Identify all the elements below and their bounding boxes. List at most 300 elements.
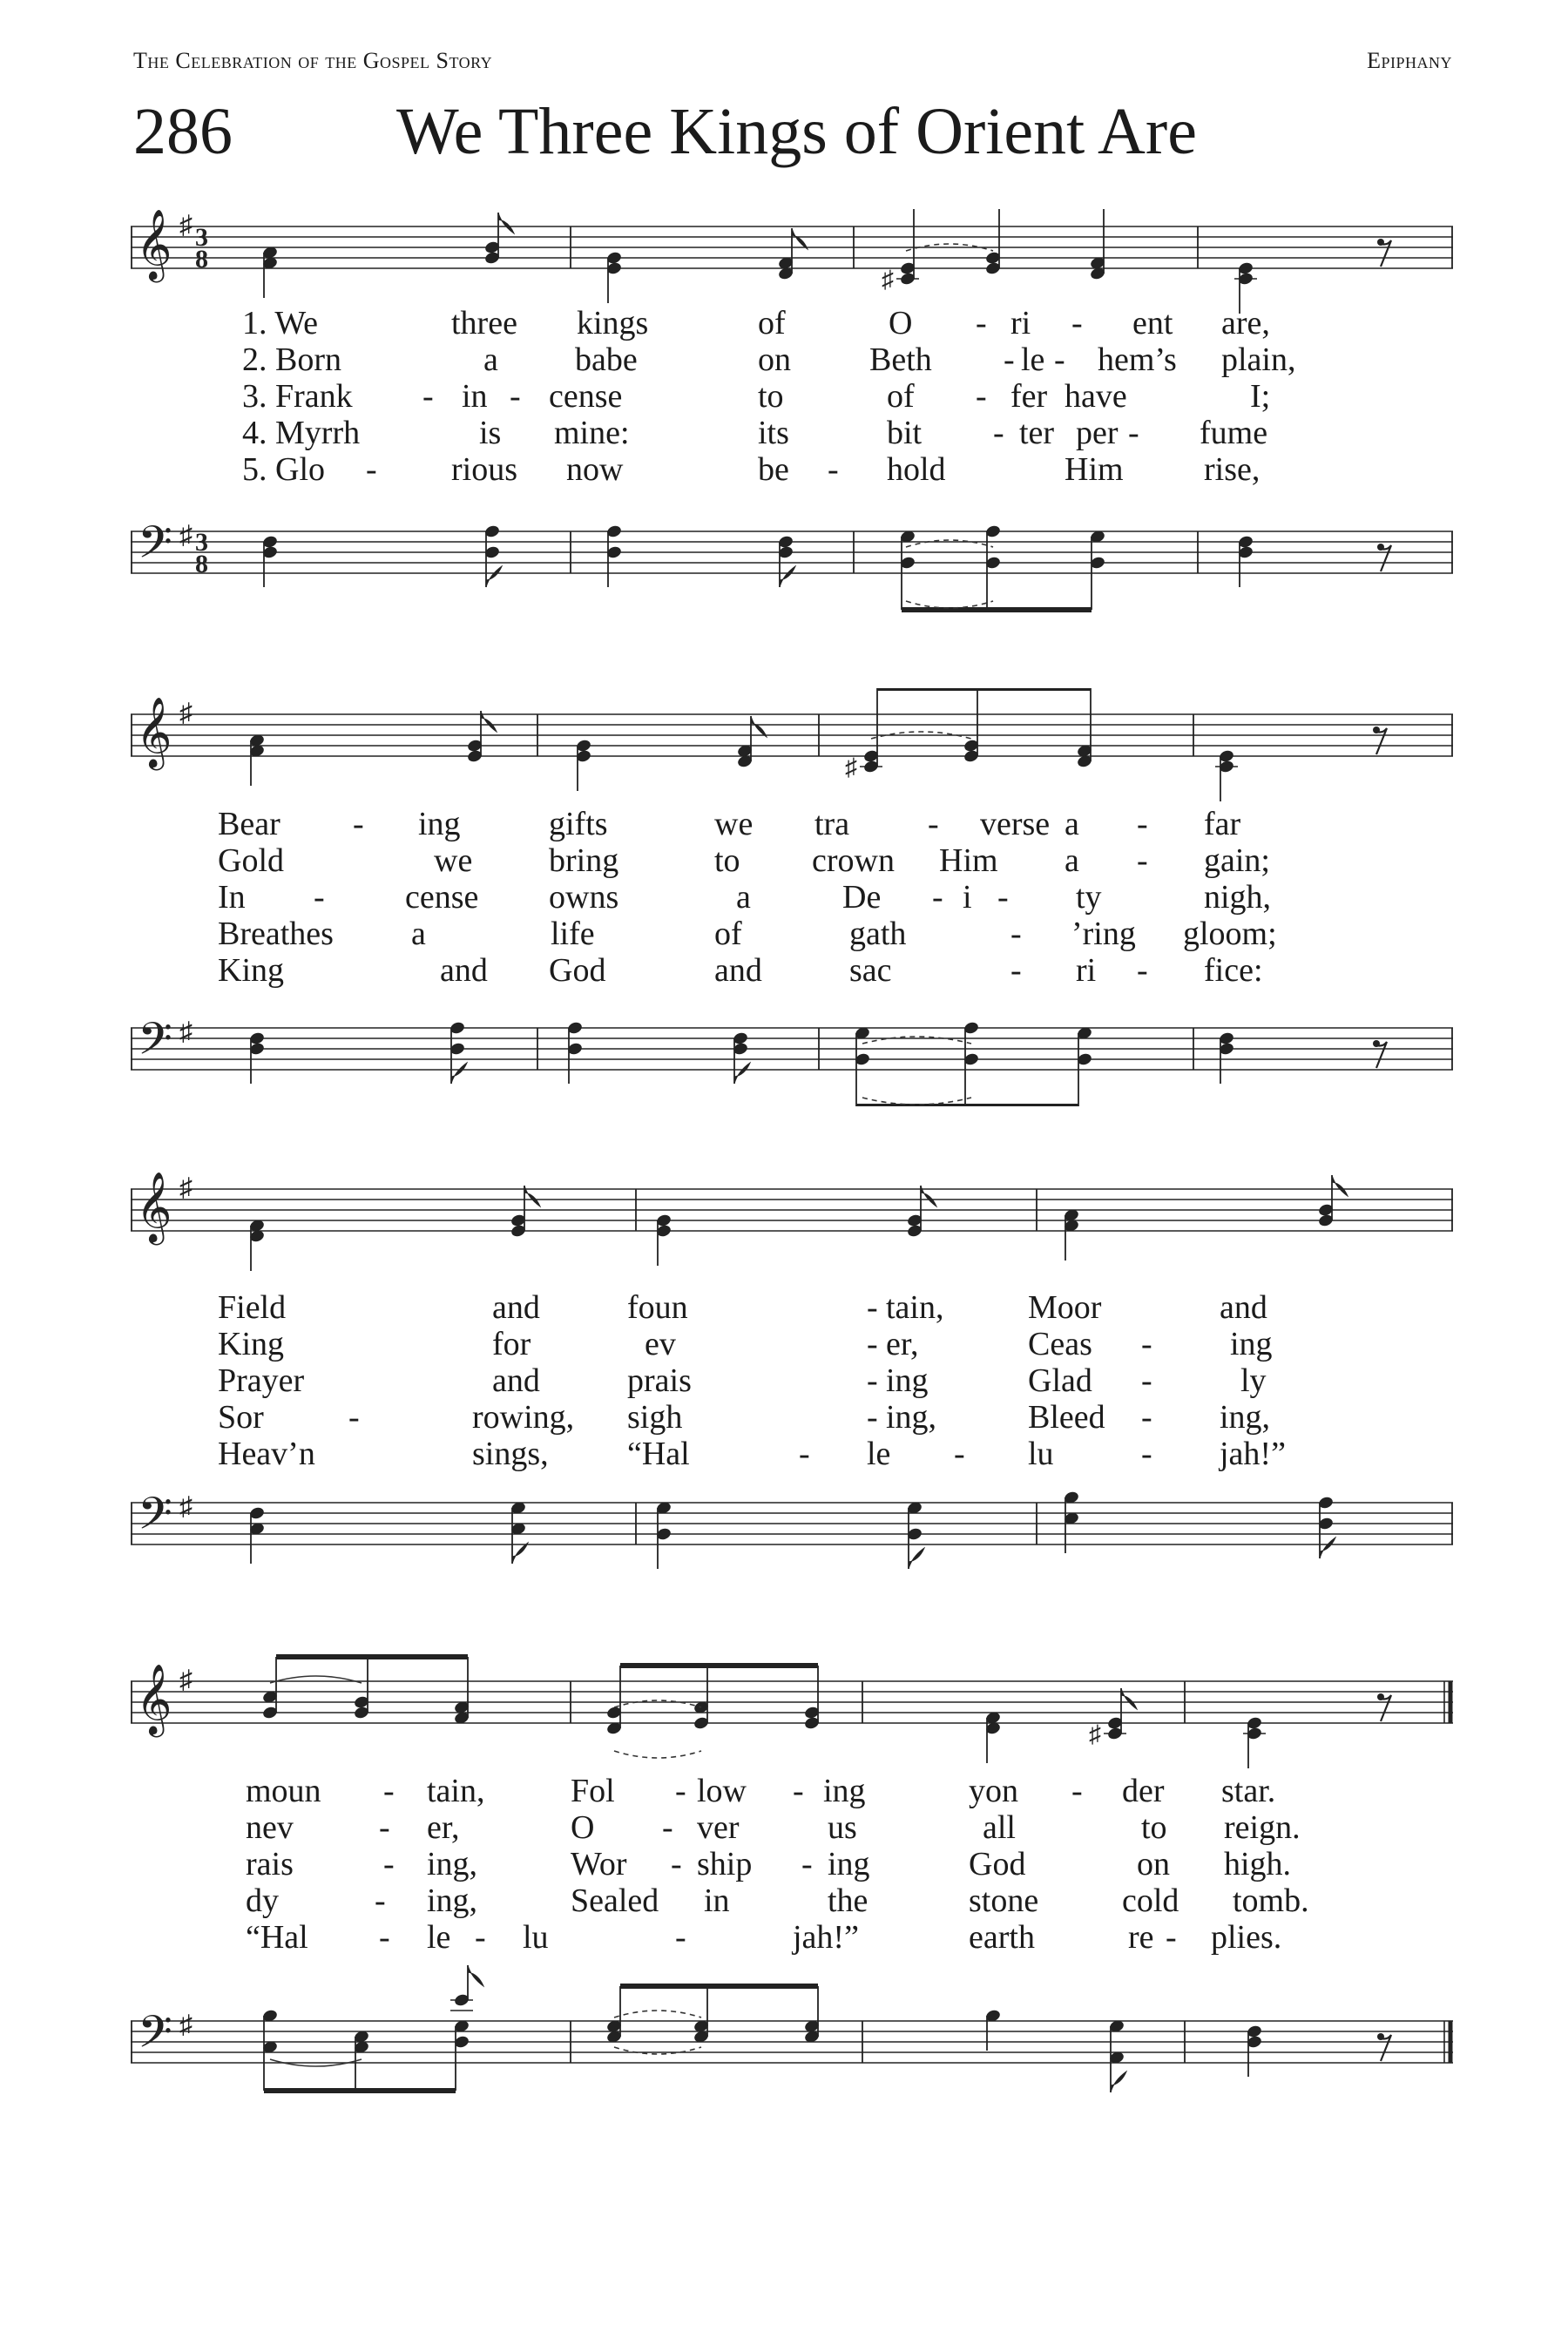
lyric-syllable: der [1122,1773,1165,1809]
note [803,1666,820,1730]
note [1063,1490,1079,1553]
lyric-line [131,952,1453,989]
lyric-syllable: ing, [1220,1399,1271,1436]
lyric-syllable: life [551,916,595,952]
lyric-syllable: De [842,879,882,916]
note [605,1986,622,2044]
lyric-syllable: rowing, [472,1399,575,1436]
lyric-syllable: be [758,451,789,488]
lyric-syllable: earth [969,1919,1035,1956]
lyric-syllable: yon [969,1773,1018,1809]
note [655,1501,672,1569]
lyric-syllable: the [828,1882,868,1919]
note-flag [792,228,808,249]
lyric-syllable: Fol [571,1773,615,1809]
lyric-syllable: and [1220,1289,1267,1326]
note-flag [780,566,795,587]
rest-stroke [1381,545,1391,571]
rest-stroke [1376,728,1387,754]
lyric-syllable: Him [939,842,998,879]
lyric-syllable: cold [1122,1882,1179,1919]
lyric-hyphen: - [379,1919,390,1956]
lyric-syllable: Ceas [1028,1326,1092,1362]
note [453,1657,470,1725]
key-signature-sharp: ♯ [179,1173,193,1202]
lyric-hyphen: - [976,378,987,415]
lyric-syllable: in [704,1882,730,1919]
note [1237,535,1254,587]
lyric-syllable: rais [246,1846,294,1882]
lyric-syllable: hem’s [1098,341,1177,378]
lyric-syllable: kings [577,305,649,341]
lyric-syllable: to [1141,1809,1167,1846]
lyric-hyphen: - [1141,1326,1152,1362]
lyric-hyphen: - [867,1362,878,1399]
key-signature-sharp: ♯ [179,521,193,550]
lyric-syllable: tra [814,806,850,842]
eighth-rest [1377,544,1391,571]
lyric-syllable: cense [549,378,623,415]
note [693,1986,709,2044]
lyric-line [131,415,1453,451]
lyric-hyphen: - [675,1919,686,1956]
lyric-syllable: a [736,879,751,916]
lyric-syllable: ent [1132,305,1173,341]
lyric-line [131,842,1453,879]
lyric-hyphen: - [510,378,521,415]
note-flag [751,716,767,737]
lyric-hyphen: - [383,1773,395,1809]
lyric-hyphen: - [993,415,1004,451]
treble-clef: 𝄞 [136,700,172,767]
note [575,739,591,791]
rest-stroke [1381,240,1391,267]
lyric-syllable: we [714,806,754,842]
lyric-syllable: 1. We [242,305,319,341]
note [655,1213,672,1266]
key-signature-sharp: ♯ [179,211,193,240]
note [605,251,622,303]
lyric-syllable: prais [627,1362,692,1399]
lyric-syllable: owns [549,879,619,916]
lyric-syllable: now [566,451,624,488]
lyric-syllable: God [549,952,606,989]
lyric-hyphen: - [932,879,943,916]
lyric-syllable: jah!” [1220,1436,1286,1472]
lyric-syllable: fume [1200,415,1268,451]
lyric-syllable: nev [246,1809,294,1846]
section-title: The Celebration of the Gospel Story [133,48,493,73]
lyric-syllable: to [714,842,740,879]
lyric-syllable: tain, [427,1773,485,1809]
lyric-syllable: Gold [218,842,284,879]
lyric-syllable: lu [1028,1436,1054,1472]
note [566,1021,583,1084]
lyric-syllable: per [1076,415,1119,451]
treble-clef: 𝄞 [136,212,172,279]
lyric-line [131,341,1453,378]
slur [614,1700,701,1707]
season-label: Epiphany [1367,48,1452,73]
lyric-hyphen: - [671,1846,682,1882]
lyric-syllable: are, [1221,305,1270,341]
lyric-syllable: sigh [627,1399,683,1436]
lyric-hyphen: - [375,1882,386,1919]
note [605,1666,622,1735]
lyric-syllable: God [969,1846,1026,1882]
lyric-syllable: ing [418,806,461,842]
lyric-line [131,1919,1453,1956]
lyric-syllable: ty [1076,879,1102,916]
slur [614,1751,701,1758]
lyric-syllable: crown [812,842,895,879]
treble-clef: 𝄞 [136,1174,172,1241]
note [984,1711,1001,1763]
lyric-syllable: re [1128,1919,1154,1956]
lyric-syllable: tain, [886,1289,944,1326]
lyric-hyphen: - [954,1436,965,1472]
note [1063,1208,1079,1260]
lyric-syllable: Prayer [218,1362,305,1399]
lyric-hyphen: - [1071,305,1083,341]
slur [270,1676,362,1683]
lyric-syllable: “Hal [627,1436,690,1472]
bass-clef: 𝄢 [138,2009,172,2068]
lyric-syllable: star. [1221,1773,1276,1809]
note [1246,2024,1262,2077]
lyric-syllable: of [758,305,786,341]
note [693,1666,709,1730]
note [963,1021,979,1106]
accidental-sharp: ♯ [1089,1721,1101,1748]
lyric-syllable: ’ring [1071,916,1136,952]
lyric-syllable: Sor [218,1399,264,1436]
lyric-syllable: plies. [1211,1919,1282,1956]
lyric-hyphen: - [867,1399,878,1436]
note [449,1021,467,1084]
lyric-syllable: all [983,1809,1016,1846]
accidental-sharp: ♯ [882,267,894,294]
bass-clef: 𝄢 [138,519,172,578]
staff [131,714,1453,756]
lyric-syllable: I; [1250,378,1271,415]
lyric-syllable: rious [451,451,517,488]
lyric-syllable: ing, [886,1399,937,1436]
note [984,524,1001,610]
lyric-syllable: reign. [1224,1809,1301,1846]
lyric-syllable: Moor [1028,1289,1102,1326]
note [984,2009,1001,2051]
lyric-hyphen: - [801,1846,813,1882]
lyric-hyphen: - [1071,1773,1083,1809]
lyric-hyphen: - [1010,916,1022,952]
eighth-rest [1377,1693,1391,1721]
note [605,524,622,587]
lyric-syllable: a [1064,806,1079,842]
lyric-hyphen: - [383,1846,395,1882]
lyric-syllable: hold [887,451,946,488]
lyric-syllable: gain; [1204,842,1270,879]
lyric-syllable: Bleed [1028,1399,1105,1436]
lyric-syllable: three [451,305,517,341]
lyric-line [131,1773,1453,1809]
lyric-syllable: 5. Glo [242,451,325,488]
lyric-hyphen: - [348,1399,360,1436]
lyric-syllable: i [963,879,972,916]
lyric-syllable: sac [849,952,892,989]
eighth-rest [1373,727,1387,754]
eighth-rest [1377,239,1391,267]
slur [862,1098,971,1105]
lyric-syllable: O [571,1809,595,1846]
note-flag [512,1543,528,1564]
lyrics-block-2 [131,806,1453,997]
lyric-syllable: and [440,952,488,989]
slur [906,601,993,608]
lyric-hyphen: - [976,305,987,341]
lyric-syllable: ly [1240,1362,1267,1399]
note [736,716,767,768]
lyric-syllable: King [218,952,284,989]
lyric-line [131,1289,1453,1326]
lyric-hyphen: - [793,1773,804,1809]
accidental-sharp: ♯ [845,754,857,781]
lyric-hyphen: - [353,806,364,842]
lyric-hyphen: - [1166,1919,1177,1956]
lyric-syllable: cense [405,879,479,916]
note-flag [451,1063,467,1084]
lyric-syllable: plain, [1221,341,1296,378]
note [248,1219,265,1271]
lyric-line [131,451,1453,488]
key-signature-sharp: ♯ [179,1492,193,1521]
lyric-syllable: In [218,879,246,916]
lyric-hyphen: - [475,1919,486,1956]
lyric-syllable: Bear [218,806,280,842]
note [1317,1496,1335,1558]
lyric-syllable: moun [246,1773,321,1809]
lyric-hyphen: - [366,451,377,488]
lyric-hyphen: - [422,378,434,415]
lyric-syllable: ev [645,1326,676,1362]
lyric-syllable: gifts [549,806,608,842]
lyric-syllable: ing, [427,1882,478,1919]
lyric-hyphen: - [1010,952,1022,989]
note [261,535,278,587]
lyric-syllable: ver [697,1809,740,1846]
lyric-line [131,1882,1453,1919]
lyric-hyphen: - [997,879,1009,916]
lyric-line [131,806,1453,842]
lyric-syllable: ri [1010,305,1031,341]
lyric-syllable: bit [887,415,923,451]
lyric-syllable: tomb. [1233,1882,1309,1919]
lyric-syllable: low [697,1773,747,1809]
lyric-syllable: on [758,341,791,378]
lyric-hyphen: - [828,451,839,488]
rest-stroke [1381,2035,1391,2061]
lyric-hyphen: - [1054,341,1065,378]
lyric-syllable: 3. Frank [242,378,353,415]
lyric-hyphen: - [1141,1436,1152,1472]
time-signature-bottom: 8 [195,245,208,274]
lyric-syllable: ing, [427,1846,478,1882]
lyric-syllable: for [492,1326,531,1362]
lyric-syllable: er, [886,1326,919,1362]
lyric-hyphen: - [662,1809,673,1846]
lyric-syllable: gloom; [1183,916,1277,952]
hymn-number: 286 [133,95,233,168]
staff [131,1028,1453,1070]
eighth-rest [1377,2033,1391,2061]
lyric-syllable: ing [886,1362,929,1399]
lyric-syllable: ing [823,1773,866,1809]
note [1218,1031,1234,1084]
lyric-line [131,305,1453,341]
lyric-syllable: in [462,378,488,415]
lyric-syllable: 4. Myrrh [242,415,361,451]
lyric-syllable: le [1021,341,1045,378]
lyric-syllable: to [758,378,784,415]
lyric-syllable: le [427,1919,451,1956]
note-flag [909,1548,924,1569]
staff [131,1681,1453,1723]
key-signature-sharp: ♯ [179,2011,193,2039]
note [483,524,502,587]
lyric-syllable: of [714,916,742,952]
treble-clef: 𝄞 [136,1666,172,1734]
key-signature-sharp: ♯ [179,1017,193,1046]
hymn-title: We Three Kings of Orient Are [396,95,1197,168]
lyric-hyphen: - [675,1773,686,1809]
lyric-syllable: a [483,341,498,378]
lyrics-block-3 [131,1289,1453,1481]
lyric-hyphen: - [1137,842,1148,879]
lyric-syllable: Breathes [218,916,334,952]
lyric-syllable: ship [697,1846,753,1882]
bass-clef: 𝄢 [138,1490,172,1550]
note-flag [734,1063,750,1084]
note-flag [1332,1175,1348,1196]
note [1108,2019,1126,2092]
lyric-line [131,916,1453,952]
lyric-syllable: a [411,916,426,952]
lyric-syllable: foun [627,1289,688,1326]
key-signature-sharp: ♯ [179,1666,193,1694]
lyric-syllable: babe [575,341,638,378]
lyric-syllable: mine: [554,415,630,451]
lyric-line [131,1809,1453,1846]
lyric-syllable: on [1137,1846,1170,1882]
lyric-syllable: Glad [1028,1362,1092,1399]
lyric-syllable: lu [523,1919,549,1956]
lyric-syllable: we [434,842,473,879]
note-flag [468,1965,483,1986]
lyric-hyphen: - [867,1326,878,1362]
lyric-syllable: “Hal [246,1919,308,1956]
lyric-syllable: Sealed [571,1882,659,1919]
note [261,246,278,298]
rest-stroke [1381,1695,1391,1721]
lyric-syllable: verse [980,806,1051,842]
note-flag [486,566,502,587]
note [248,1031,265,1084]
lyric-hyphen: - [1141,1399,1152,1436]
lyrics-block-4 [131,1773,1453,1964]
note [261,1657,278,1720]
lyric-syllable: its [758,415,789,451]
lyric-syllable: have [1064,378,1127,415]
lyric-syllable: and [492,1289,540,1326]
note-flag [1111,2072,1126,2092]
lyric-syllable: le [867,1436,891,1472]
lyric-syllable: sings, [472,1436,549,1472]
lyric-syllable: stone [969,1882,1039,1919]
note [803,1986,820,2044]
lyric-syllable: and [714,952,762,989]
lyric-syllable: fice: [1204,952,1263,989]
slur [862,1037,971,1044]
lyric-syllable: far [1204,806,1241,842]
lyric-hyphen: - [1128,415,1139,451]
lyric-syllable: gath [849,916,907,952]
lyric-syllable: is [479,415,502,451]
time-signature-bottom: 8 [195,550,208,578]
lyric-syllable: jah!” [793,1919,859,1956]
time-signature-top: 3 [195,223,208,252]
note [353,1657,369,1720]
rest-stroke [1376,1042,1387,1068]
lyric-syllable: ing [1230,1326,1273,1362]
note [450,1965,483,2011]
slur [614,2011,701,2017]
lyric-hyphen: - [314,879,325,916]
slur [614,2047,701,2054]
lyric-hyphen: - [1004,341,1015,378]
key-signature-sharp: ♯ [179,699,193,727]
lyric-syllable: er, [427,1809,460,1846]
lyric-syllable: of [887,378,915,415]
lyric-syllable: nigh, [1204,879,1272,916]
lyric-hyphen: - [1141,1362,1152,1399]
lyric-syllable: O [889,305,913,341]
lyric-syllable: and [492,1362,540,1399]
lyric-syllable: dy [246,1882,279,1919]
note-flag [1320,1538,1335,1558]
note [882,209,919,294]
lyric-syllable: high. [1224,1846,1292,1882]
note [510,1501,528,1564]
lyric-hyphen: - [867,1289,878,1326]
lyric-syllable: Wor [571,1846,627,1882]
eighth-rest [1373,1040,1387,1068]
note [984,209,1001,275]
note [777,228,808,280]
lyric-line [131,1399,1453,1436]
lyric-syllable: us [828,1809,857,1846]
note [906,1501,924,1569]
lyric-syllable: ter [1019,415,1055,451]
lyric-syllable: Beth [869,341,932,378]
note [248,1506,265,1564]
lyric-syllable: fer [1010,378,1048,415]
lyric-syllable: King [218,1326,284,1362]
lyric-line [131,1362,1453,1399]
lyric-hyphen: - [1137,806,1148,842]
note [248,733,265,786]
lyric-line [131,879,1453,916]
lyric-hyphen: - [1137,952,1148,989]
